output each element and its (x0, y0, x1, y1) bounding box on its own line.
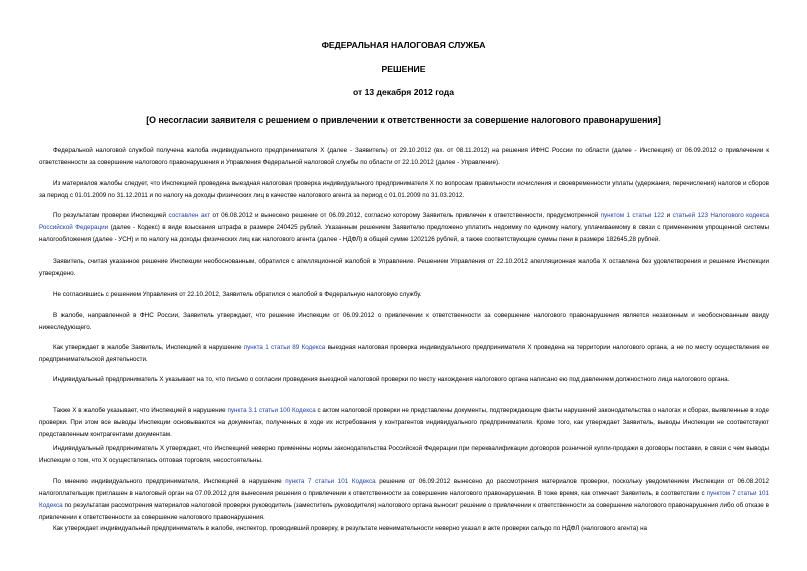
paragraph-text: по результатам рассмотрения материалов налоговой проверки руководитель (заместитель руководителя) налогового органа выносит решение о привлечении к ответственности за совершение налогового правонарушения либо об отказе в привлечении к ответственности за совершение налогового правонарушения. (39, 502, 769, 521)
body-paragraph (39, 523, 769, 535)
body-paragraph (39, 178, 769, 202)
body-paragraph (39, 476, 769, 524)
body-paragraph (39, 145, 769, 169)
paragraph-text: Индивидуальный предприниматель Х утверждает, что Инспекцией неверно применены нормы законодательства Российской Федерации при переквалификации договоров розничной купли-продажи в договоры поставки, в связи с чем выводы Инспекции о том, что Х осуществлялась оптовая торговля, несостоятельны. (39, 445, 769, 464)
document-subject: [О несогласии заявителя с решением о привлечении к ответственности за совершение налогового правонарушения] (146, 115, 661, 125)
body-paragraph (39, 405, 769, 441)
paragraph-text: Заявитель, считая указанное решение Инспекции необоснованным, обратился с апелляционной жалобой в Управление. Решением Управления от 22.10.2012 апелляционная жалоба Х оставлена без удовлетворения и решение Инспекции утверждено. (39, 258, 769, 277)
paragraph-text: (далее - Кодекс) в виде взыскания штрафа в размере 240425 рублей. Указанным решением Заявителю предложено уплатить недоимку по единому налогу, уплачиваемому в связи с применением упрощенной системы налогообложения (далее - УСН) и по налогу на доходы физических лиц как налогового агента (далее - НДФЛ) в общей сумме 1202126 рублей, а также соответствующие суммы пени в размере 182645,28 рублей. (39, 224, 769, 243)
law-reference-link[interactable]: пункта 1 статьи 89 Кодекса (243, 344, 326, 351)
paragraph-text: выездная налоговая проверка индивидуального предпринимателя Х проведена на территории налогового органа, а не по месту осуществления ее предпринимательской деятельности. (39, 344, 770, 363)
paragraph-text: Не согласившись с решением Управления от 22.10.2012, Заявитель обратился с жалобой в Федеральную налоговую службу. (53, 291, 422, 298)
body-paragraph (39, 256, 769, 280)
paragraph-text: По результатам проверки Инспекцией (53, 212, 169, 219)
paragraph-text: В жалобе, направленной в ФНС России, Заявитель утверждает, что решение Инспекции от 06.09.2012 о привлечении к ответственности за совершение налогового правонарушения является незаконным и необоснованным ввиду нижеследующего. (39, 312, 769, 331)
body-paragraph (39, 310, 769, 334)
paragraph-text: Как утверждает индивидуальный предприниматель в жалобе, инспектор, проводивший проверку, в результате невнимательности неверно указал в акте проверки сальдо по НДФЛ (налогового агента) на (53, 525, 648, 532)
law-reference-link[interactable]: статьей 123 (672, 212, 708, 219)
paragraph-text: от 06.08.2012 и вынесено решение от 06.09.2012, согласно которому Заявитель привлечен к ответственности, предусмотренной (210, 212, 601, 219)
paragraph-text: и (664, 212, 673, 219)
law-reference-link[interactable]: пунктом 1 статьи 122 (600, 212, 665, 219)
law-reference-link[interactable]: пункта 7 статьи 101 Кодекса (285, 478, 376, 485)
law-reference-link[interactable]: составлен акт (168, 212, 211, 219)
document-date: от 13 декабря 2012 года (352, 87, 455, 97)
law-reference-link[interactable]: пунктом 7 статьи 101 Кодекса (39, 490, 769, 509)
paragraph-text: Также Х в жалобе указывает, что Инспекцией в нарушение (53, 407, 228, 414)
paragraph-text: с актом налоговой проверки не представлены документы, подтверждающие факты нарушений законодательства о налогах и сборах, выявленные в ходе проверки. При этом все выводы Инспекции основываются на документах, полученных в ходе их истребования у контрагентов индивидуального предпринимателя. Кроме того, как утверждает Заявитель, выводы Инспекции не соответствуют представленным контрагентами документам. (39, 407, 769, 438)
paragraph-text: По мнению индивидуального предпринимателя, Инспекцией в нарушение (53, 478, 286, 485)
paragraph-text: Федеральной налоговой службой получена жалоба индивидуального предпринимателя Х (далее - Заявитель) от 29.10.2012 (вх. от 08.11.2012) на решения ИФНС России по области (далее - Инспекция) от 06.09.2012 о привлечении к ответственности за совершение налогового правонарушения и Управления Федеральной налоговой службы по области от 22.10.2012 (далее - Управление). (39, 147, 769, 166)
body-paragraph (39, 374, 769, 386)
body-paragraph (39, 443, 769, 467)
body-paragraph (39, 342, 769, 366)
body-paragraph (39, 289, 769, 301)
paragraph-text: Как утверждает в жалобе Заявитель, Инспекцией в нарушение (53, 344, 244, 351)
paragraph-text: решение от 06.09.2012 вынесено до рассмотрения материалов проверки, поскольку уведомлением Инспекции от 06.08.2012 налогоплательщик приглашен в налоговый орган на 07.09.2012 для вынесения решения о привлечении к ответственности за совершение налогового правонарушения. В тоже время, как отмечает Заявитель, в соответствии с (39, 478, 769, 497)
law-reference-link[interactable]: пункта 3.1 статьи 100 Кодекса (227, 407, 316, 414)
law-reference-link[interactable]: Налогового кодекса Российской Федерации (39, 212, 769, 231)
document-type-heading: РЕШЕНИЕ (381, 64, 426, 74)
paragraph-text: Индивидуальный предприниматель Х указывает на то, что письмо о согласии проведения выездной налоговой проверки по месту нахождения налогового органа написано ею под давлением должностного лица налогового органа. (53, 376, 730, 383)
body-paragraph (39, 210, 769, 246)
paragraph-text: Из материалов жалобы следует, что Инспекцией проведена выездная налоговая проверка индивидуального предпринимателя Х по вопросам правильности исчисления и своевременности уплаты (удержания, перечисления) налогов и сборов за период с 01.01.2009 по 31.12.2011 и по налогу на доходы физических лиц в качестве налогового агента за период с 01.01.2009 по 31.03.2012. (39, 180, 769, 199)
agency-heading: ФЕДЕРАЛЬНАЯ НАЛОГОВАЯ СЛУЖБА (321, 40, 486, 50)
